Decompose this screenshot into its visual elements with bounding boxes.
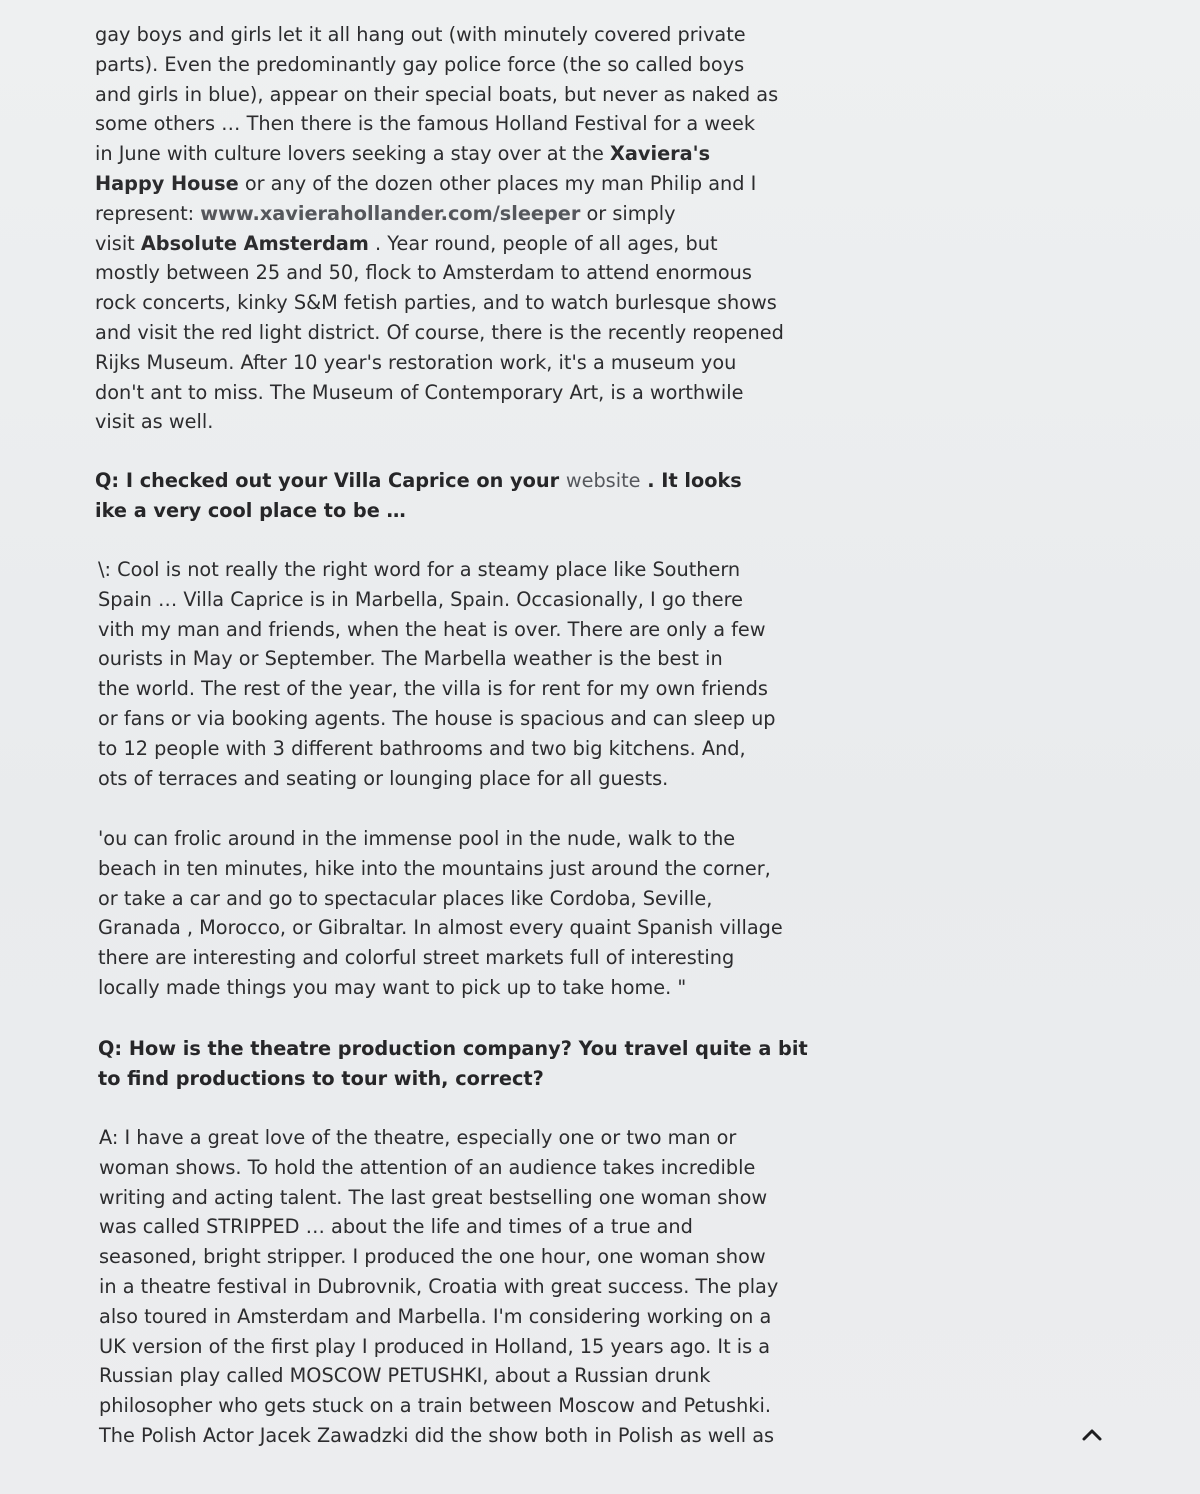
text-line — [95, 466, 775, 496]
text-line — [95, 229, 775, 259]
text-line: beach in ten minutes, hike into the mountains just around the corner, — [98, 856, 771, 880]
scroll-to-top-button[interactable] — [1076, 1418, 1108, 1450]
text-line: was called STRIPPED … about the life and times of a true and — [99, 1215, 693, 1239]
text-line: also toured in Amsterdam and Marbella. I'm considering working on a — [99, 1304, 772, 1328]
text-line: Granada , Morocco, or Gibraltar. In almost every quaint Spanish village — [98, 916, 783, 940]
text-line: don't ant to miss. The Museum of Contemporary Art, is a worthwile — [95, 380, 744, 404]
text-line — [95, 139, 775, 169]
text-line: or fans or via booking agents. The house is spacious and can sleep up — [98, 706, 776, 730]
text-line — [95, 169, 775, 199]
text-line: locally made things you may want to pick up to take home. " — [98, 975, 687, 999]
text-segment: or any of the dozen other places my man Philip and I — [238, 171, 757, 195]
answer-theatre — [99, 1123, 779, 1451]
text-line: \: Cool is not really the right word for a steamy place like Southern — [98, 558, 741, 581]
text-line: Russian play called MOSCOW PETUSHKI, about a Russian drunk — [99, 1364, 711, 1388]
question-theatre — [98, 1034, 808, 1094]
text-line: woman shows. To hold the attention of an audience takes incredible — [99, 1155, 756, 1179]
text-line: Q: How is the theatre production company? You travel quite a bit — [98, 1037, 808, 1060]
text-line: mostly between 25 and 50, flock to Amsterdam to attend enormous — [95, 261, 752, 285]
text-line: or take a car and go to spectacular places like Cordoba, Seville, — [98, 886, 713, 910]
text-segment: or simply — [580, 201, 676, 225]
text-line: A: I have a great love of the theatre, especially one or two man or — [99, 1126, 737, 1149]
text-line: ots of terraces and seating or lounging place for all guests. — [98, 766, 669, 790]
text-line: some others … Then there is the famous Holland Festival for a week — [95, 112, 756, 136]
text-segment: . Year round, people of all ages, but — [368, 231, 718, 255]
text-line: to find productions to tour with, correct? — [98, 1066, 544, 1090]
text-line — [95, 199, 775, 229]
answer-activities — [98, 824, 783, 1003]
text-line: the world. The rest of the year, the villa is for rent for my own friends — [98, 677, 768, 701]
text-line: The Polish Actor Jacek Zawadzki did the show both in Polish as well as — [99, 1423, 775, 1447]
text-segment: Q: I checked out your Villa Caprice on your — [95, 469, 566, 492]
text-line: seasoned, bright stripper. I produced the one hour, one woman show — [99, 1245, 766, 1269]
text-line: and visit the red light district. Of course, there is the recently reopened — [95, 320, 784, 344]
chevron-up-icon — [1076, 1418, 1108, 1450]
text-line: writing and acting talent. The last great bestselling one woman show — [99, 1185, 768, 1209]
website-link[interactable]: website — [565, 469, 641, 492]
text-line: parts). Even the predominantly gay police force (the so called boys — [95, 52, 745, 76]
text-segment: visit — [95, 231, 141, 255]
text-line: philosopher who gets stuck on a train between Moscow and Petushki. — [99, 1394, 771, 1418]
text-line: rock concerts, kinky S&M fetish parties, and to watch burlesque shows — [95, 291, 777, 315]
text-line: in a theatre festival in Dubrovnik, Croatia with great success. The play — [99, 1274, 779, 1298]
text-line: Rijks Museum. After 10 year's restoration work, it's a museum you — [95, 350, 737, 374]
text-segment: represent: — [95, 201, 201, 225]
answer-villa-caprice — [98, 555, 778, 793]
text-line: ourists in May or September. The Marbella weather is the best in — [98, 647, 723, 671]
text-line: visit as well. — [95, 410, 214, 434]
text-line: there are interesting and colorful street markets full of interesting — [98, 946, 735, 970]
text-line: ike a very cool place to be … — [95, 498, 406, 522]
text-segment: . It looks — [640, 469, 742, 492]
text-line: to 12 people with 3 different bathrooms and two big kitchens. And, — [98, 736, 746, 760]
text-line: 'ou can frolic around in the immense pool in the nude, walk to the — [98, 827, 736, 850]
paragraph-amsterdam — [95, 20, 784, 437]
text-line: UK version of the first play I produced in Holland, 15 years ago. It is a — [99, 1334, 771, 1358]
text-line: and girls in blue), appear on their special boats, but never as naked as — [95, 82, 779, 106]
bold-happy-house: Happy House — [95, 171, 239, 195]
text-line: vith my man and friends, when the heat is over. There are only a few — [98, 617, 766, 641]
sleeper-link[interactable]: www.xavierahollander.com/sleeper — [200, 201, 581, 225]
text-line: Spain … Villa Caprice is in Marbella, Spain. Occasionally, I go there — [98, 587, 744, 611]
text-segment: in June with culture lovers seeking a stay over at the — [95, 142, 611, 166]
absolute-amsterdam-link[interactable]: Absolute Amsterdam — [140, 231, 369, 255]
question-villa-caprice — [95, 466, 775, 526]
text-line: gay boys and girls let it all hang out (with minutely covered private — [95, 23, 746, 46]
bold-xavieras: Xaviera's — [610, 142, 711, 166]
